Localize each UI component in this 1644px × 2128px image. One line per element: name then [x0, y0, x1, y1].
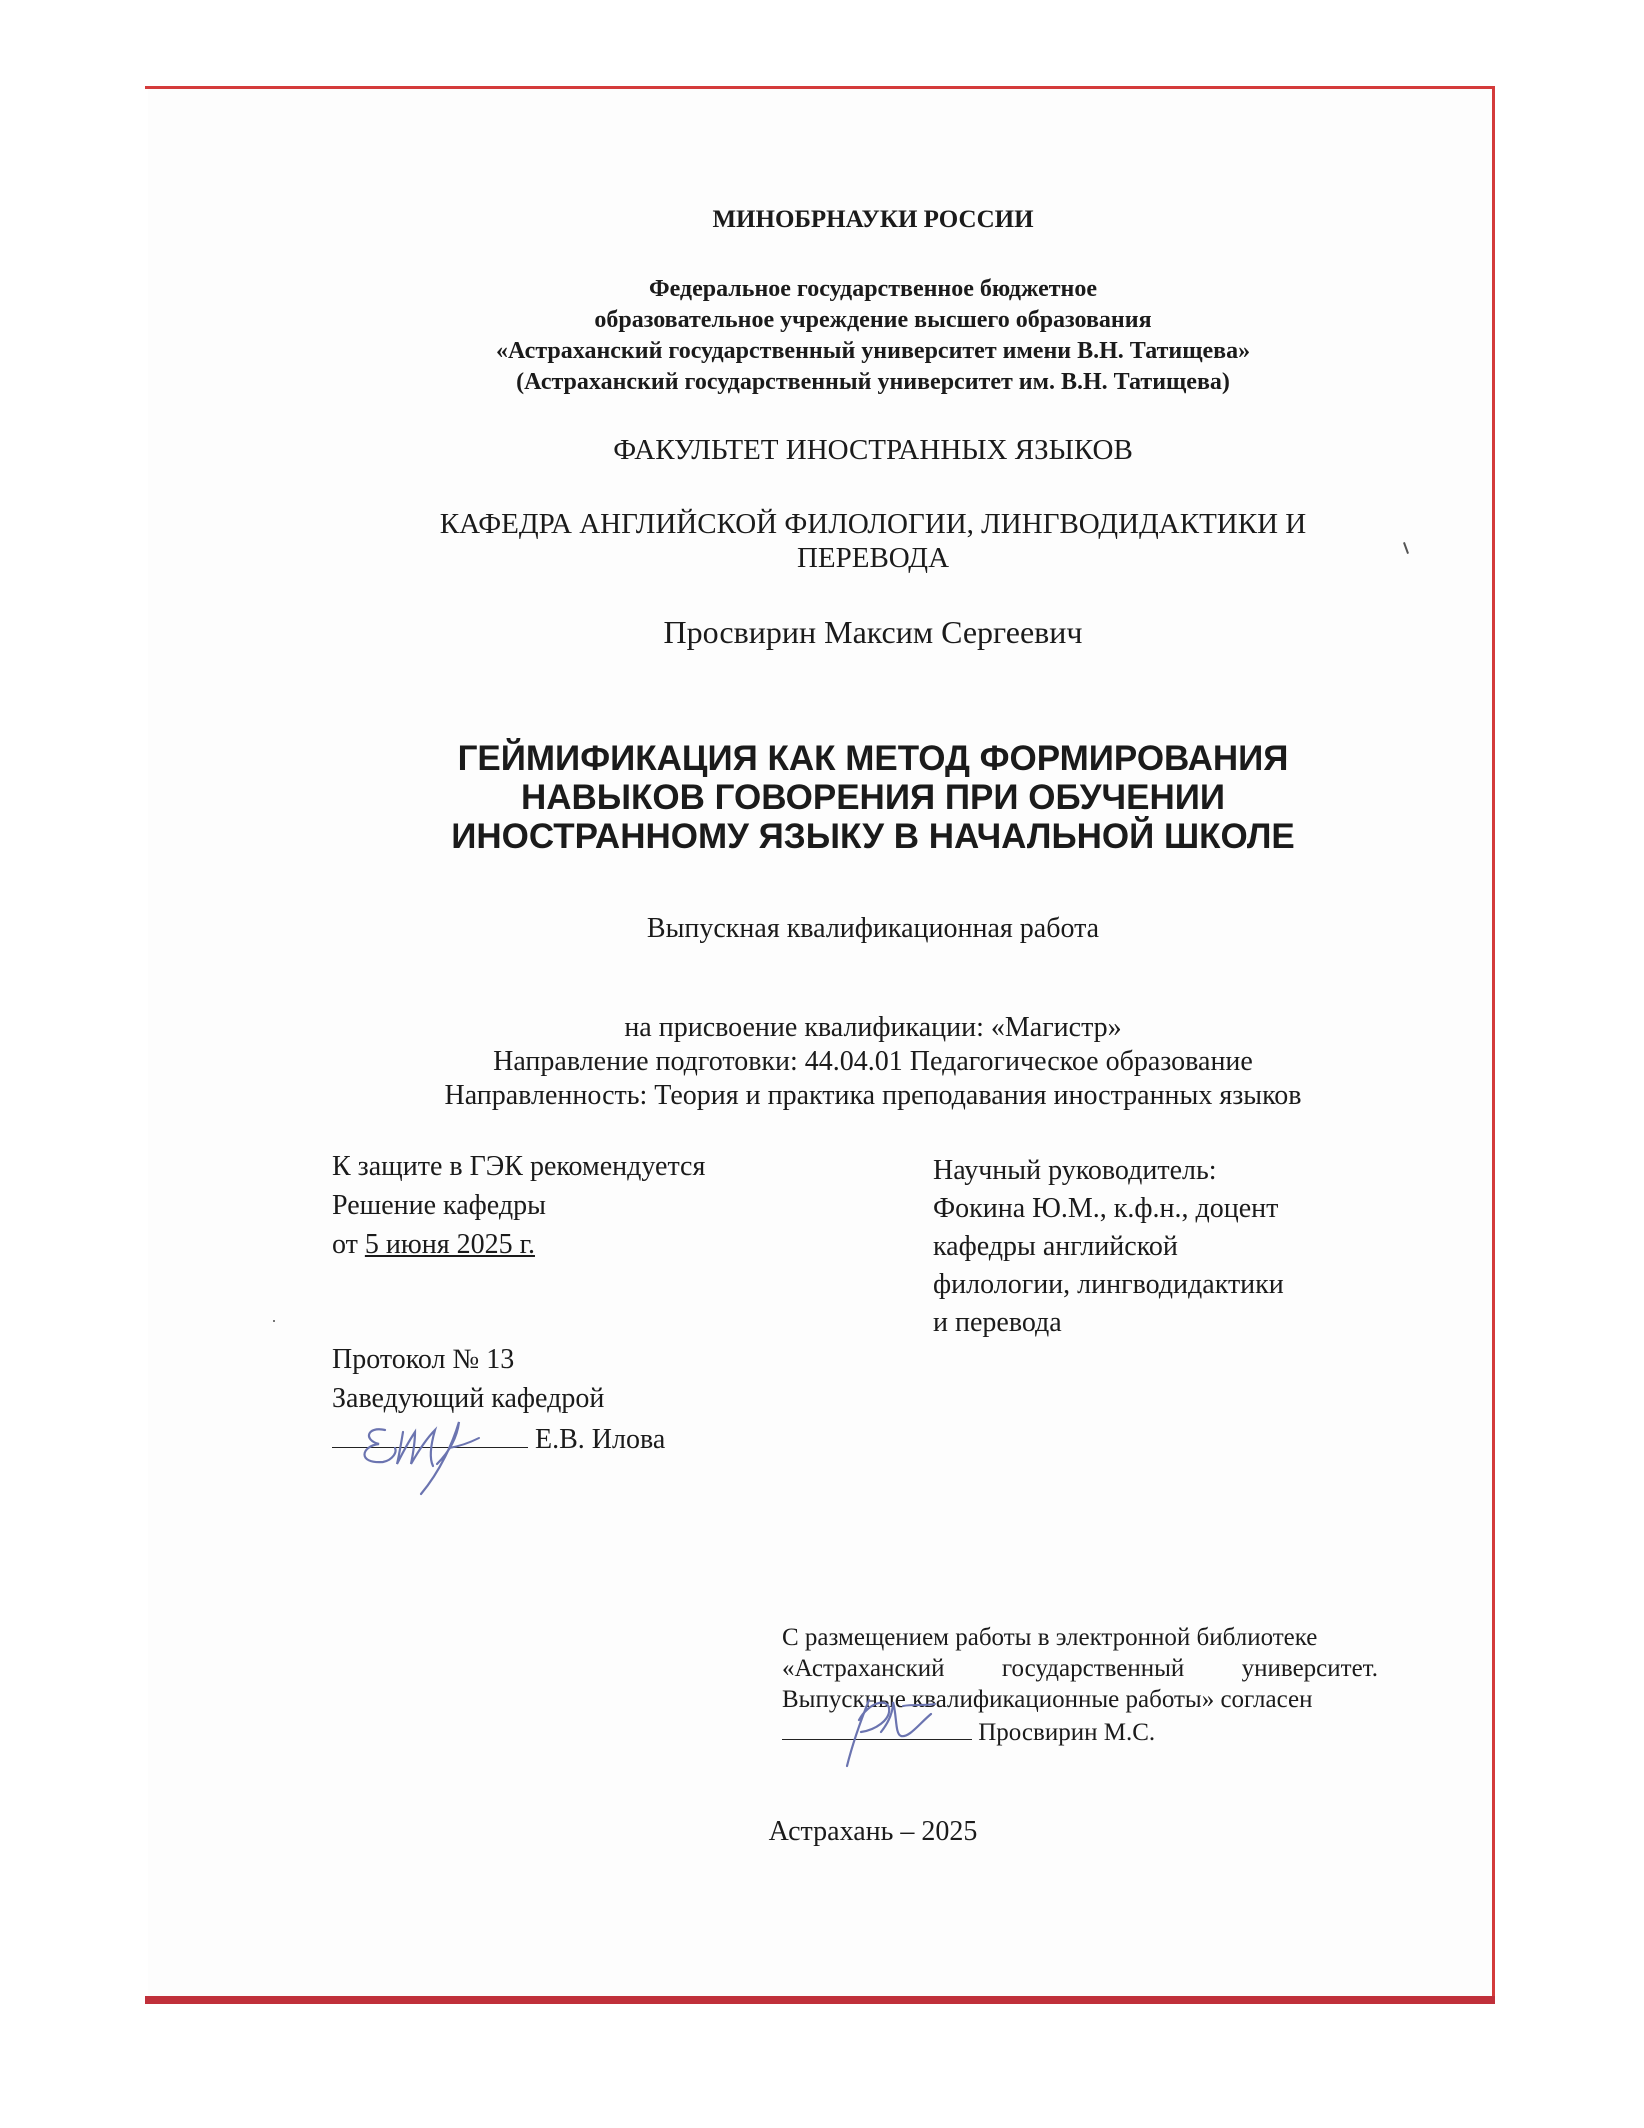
institution-line-2: образовательное учреждение высшего образования [594, 307, 1152, 333]
defense-date: 5 июня 2025 г. [364, 1229, 535, 1260]
supervisor-line-1: Научный руководитель: [933, 1155, 1217, 1186]
department-line-1: КАФЕДРА АНГЛИЙСКОЙ ФИЛОЛОГИИ, ЛИНГВОДИДАКТИКИ И [439, 508, 1307, 540]
consent-line-1: С размещением работы в электронной библиотеке [782, 1624, 1318, 1651]
protocol-number: Протокол № 13 [332, 1344, 515, 1375]
defense-date-row [332, 1228, 535, 1261]
supervisor-line-3: кафедры английской [933, 1231, 1178, 1262]
head-signature-icon [345, 1408, 515, 1498]
qualification-line-2: Направление подготовки: 44.04.01 Педагогическое образование [493, 1046, 1253, 1077]
title-line-2: НАВЫКОВ ГОВОРЕНИЯ ПРИ ОБУЧЕНИИ [520, 778, 1226, 817]
student-signature-icon [835, 1692, 945, 1772]
speck [273, 1320, 275, 1322]
qualification-line-1: на присвоение квалификации: «Магистр» [624, 1012, 1122, 1043]
head-name: Е.В. Илова [535, 1424, 666, 1455]
title-line-3: ИНОСТРАННОМУ ЯЗЫКУ В НАЧАЛЬНОЙ ШКОЛЕ [451, 817, 1295, 856]
supervisor-block [933, 1152, 1284, 1342]
head-of-department-label: Заведующий кафедрой [332, 1383, 605, 1414]
institution-line-4: (Астраханский государственный университет им. В.Н. Татищева) [516, 369, 1230, 395]
consent-line-2 [782, 1653, 1378, 1684]
supervisor-line-2: Фокина Ю.М., к.ф.н., доцент [933, 1193, 1279, 1224]
page-edge-bottom [145, 1996, 1495, 2004]
qualification-line-3: Направленность: Теория и практика преподавания иностранных языков [444, 1080, 1302, 1111]
author-name: Просвирин Максим Сергеевич [663, 614, 1083, 650]
ministry-heading: МИНОБРНАУКИ РОССИИ [712, 206, 1034, 233]
institution-line-3: «Астраханский государственный университет имени В.Н. Татищева» [495, 338, 1251, 364]
faculty-heading: ФАКУЛЬТЕТ ИНОСТРАННЫХ ЯЗЫКОВ [613, 434, 1133, 466]
defense-recommended: К защите в ГЭК рекомендуется [332, 1151, 706, 1182]
institution-line-1: Федеральное государственное бюджетное [648, 276, 1098, 302]
work-type: Выпускная квалификационная работа [646, 913, 1100, 944]
department-line-2: ПЕРЕВОДА [796, 542, 950, 574]
defense-decision: Решение кафедры [332, 1190, 546, 1221]
defense-date-prefix: от [332, 1229, 358, 1260]
consent-name: Просвирин М.С. [978, 1719, 1156, 1746]
consent-word-1: «Астраханский [782, 1655, 945, 1682]
consent-word-2: государственный [1001, 1655, 1185, 1682]
title-line-1: ГЕЙМИФИКАЦИЯ КАК МЕТОД ФОРМИРОВАНИЯ [457, 739, 1289, 778]
city-year: Астрахань – 2025 [768, 1816, 978, 1847]
consent-word-3: университет. [1241, 1655, 1378, 1682]
supervisor-line-4: филологии, лингводидактики [933, 1269, 1284, 1300]
supervisor-line-5: и перевода [933, 1307, 1062, 1338]
consent-line-3: Выпускные квалификационные работы» согласен [782, 1686, 1313, 1713]
